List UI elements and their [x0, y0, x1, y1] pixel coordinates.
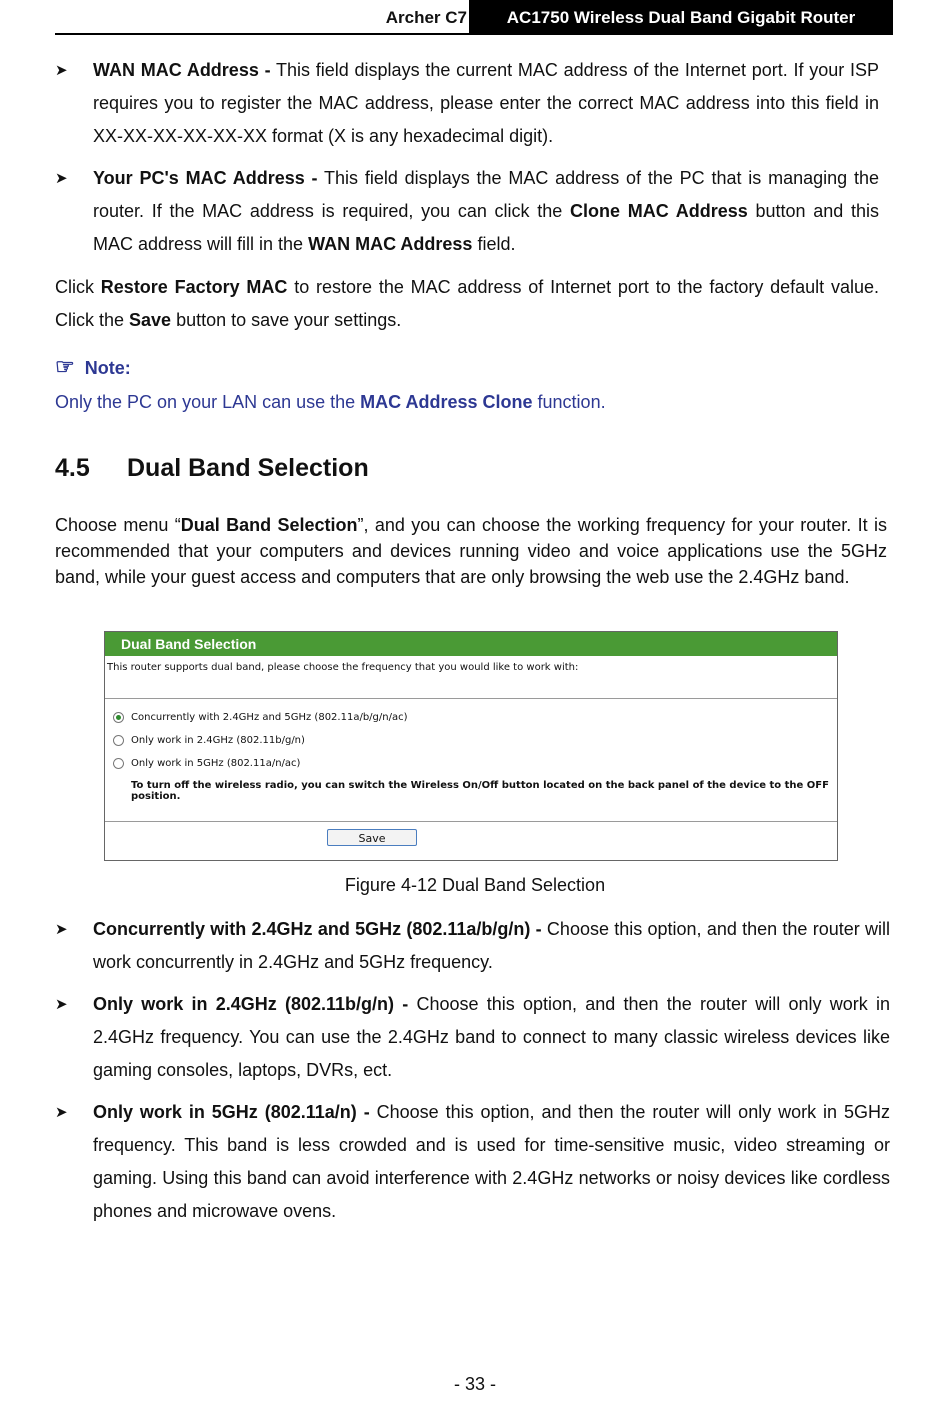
- section-title: Dual Band Selection: [127, 454, 369, 482]
- bullet-title: Only work in 5GHz (802.11a/n) -: [93, 1102, 370, 1122]
- wireless-off-hint: To turn off the wireless radio, you can switch the Wireless On/Off button located on the back panel of the device to the OFF position.: [131, 780, 829, 802]
- intro-paragraph: [55, 512, 887, 590]
- bullet-arrow-icon: ➤: [55, 1104, 68, 1121]
- section-number: 4.5: [55, 454, 90, 482]
- bullet-bold: WAN MAC Address: [308, 234, 473, 254]
- para-bold: Dual Band Selection: [180, 515, 358, 535]
- header-product: AC1750 Wireless Dual Band Gigabit Router: [469, 0, 893, 33]
- section-heading: [55, 454, 369, 483]
- panel-title: Dual Band Selection: [105, 632, 837, 656]
- bullet-2-4ghz: [55, 988, 890, 1087]
- para-text: Click: [55, 277, 101, 297]
- bullet-text: Choose this option, and then the router will only work in 5GHz frequency. This band is less crowded and is used for time-sensitive music, video streaming or gaming. Using this band can avoid interference with 2.4GHz networks or noisy devices like cordless phones and microwave ovens.: [93, 1102, 890, 1221]
- para-bold: Save: [129, 310, 172, 330]
- option-2-4ghz[interactable]: [113, 735, 305, 746]
- bullet-text: field.: [472, 234, 516, 254]
- option-label: Concurrently with 2.4GHz and 5GHz (802.11a/b/g/n/ac): [131, 712, 408, 723]
- figure-caption: Figure 4-12 Dual Band Selection: [344, 875, 606, 895]
- panel-intro: This router supports dual band, please choose the frequency that you would like to work with:: [107, 662, 579, 673]
- bullet-title: Only work in 2.4GHz (802.11b/g/n) -: [93, 994, 409, 1014]
- bullet-concurrent: [55, 913, 890, 979]
- bullet-title: Concurrently with 2.4GHz and 5GHz (802.11a/b/g/n) -: [93, 919, 542, 939]
- divider: [105, 821, 837, 822]
- radio-button[interactable]: [113, 735, 124, 746]
- pointing-hand-icon: ☞: [55, 354, 75, 379]
- bullet-text: This field displays the MAC address of the PC that is managing the router. If the MAC address is required, you can click the: [93, 168, 879, 221]
- para-bold: Restore Factory MAC: [100, 277, 288, 297]
- note-label: Note:: [84, 358, 131, 378]
- option-concurrent[interactable]: [113, 712, 408, 723]
- note-text-part: Only the PC on your LAN can use the: [55, 392, 361, 412]
- para-text: button to save your settings.: [171, 310, 402, 330]
- bullet-text: This field displays the current MAC address of the Internet port. If your ISP requires you to register the MAC address, please enter the correct MAC address into this field in XX-XX-XX-XX-XX-XX format (X is any hexadecimal digit).: [93, 60, 880, 146]
- bullet-bold: Clone MAC Address: [570, 201, 748, 221]
- bullet-text: button and this MAC address will fill in the: [93, 201, 879, 254]
- bullet-pc-mac: [55, 162, 879, 261]
- bullet-wan-mac: [55, 54, 879, 153]
- page-header: [55, 0, 893, 35]
- option-label: Only work in 2.4GHz (802.11b/g/n): [131, 735, 305, 746]
- bullet-text: Choose this option, and then the router will work concurrently in 2.4GHz and 5GHz frequency.: [93, 919, 890, 972]
- note-bold: MAC Address Clone: [360, 392, 533, 412]
- option-label: Only work in 5GHz (802.11a/n/ac): [131, 758, 301, 769]
- save-button[interactable]: Save: [327, 829, 417, 846]
- bullet-text: Choose this option, and then the router will only work in 2.4GHz frequency. You can use the 2.4GHz band to connect to many classic wireless devices like gaming consoles, laptops, DVRs, ect.: [93, 994, 891, 1080]
- bullet-5ghz: [55, 1096, 890, 1228]
- note-text: [55, 392, 606, 413]
- bullet-arrow-icon: ➤: [55, 170, 68, 187]
- bullet-arrow-icon: ➤: [55, 62, 68, 79]
- dual-band-selection-panel: [104, 631, 838, 861]
- para-text: Choose menu “: [55, 515, 181, 535]
- para-text: to restore the MAC address of Internet port to the factory default value. Click the: [55, 277, 879, 330]
- note-heading: [55, 354, 131, 380]
- page-number: - 33 -: [453, 1374, 496, 1394]
- bullet-arrow-icon: ➤: [55, 996, 68, 1013]
- divider: [105, 698, 837, 699]
- restore-paragraph: [55, 271, 879, 337]
- note-text-part: function.: [532, 392, 606, 412]
- option-5ghz[interactable]: [113, 758, 300, 769]
- bullet-title: Your PC's MAC Address -: [93, 168, 318, 188]
- bullet-title: WAN MAC Address -: [93, 60, 271, 80]
- radio-button[interactable]: [113, 758, 124, 769]
- radio-button-selected[interactable]: [113, 712, 124, 723]
- para-text: ”, and you can choose the working frequency for your router. It is recommended that your computers and devices running video and voice applications use the 5GHz band, while your guest access and computers that are only browsing the web use the 2.4GHz band.: [55, 515, 887, 587]
- bullet-arrow-icon: ➤: [55, 921, 68, 938]
- header-model: Archer C7: [385, 8, 467, 27]
